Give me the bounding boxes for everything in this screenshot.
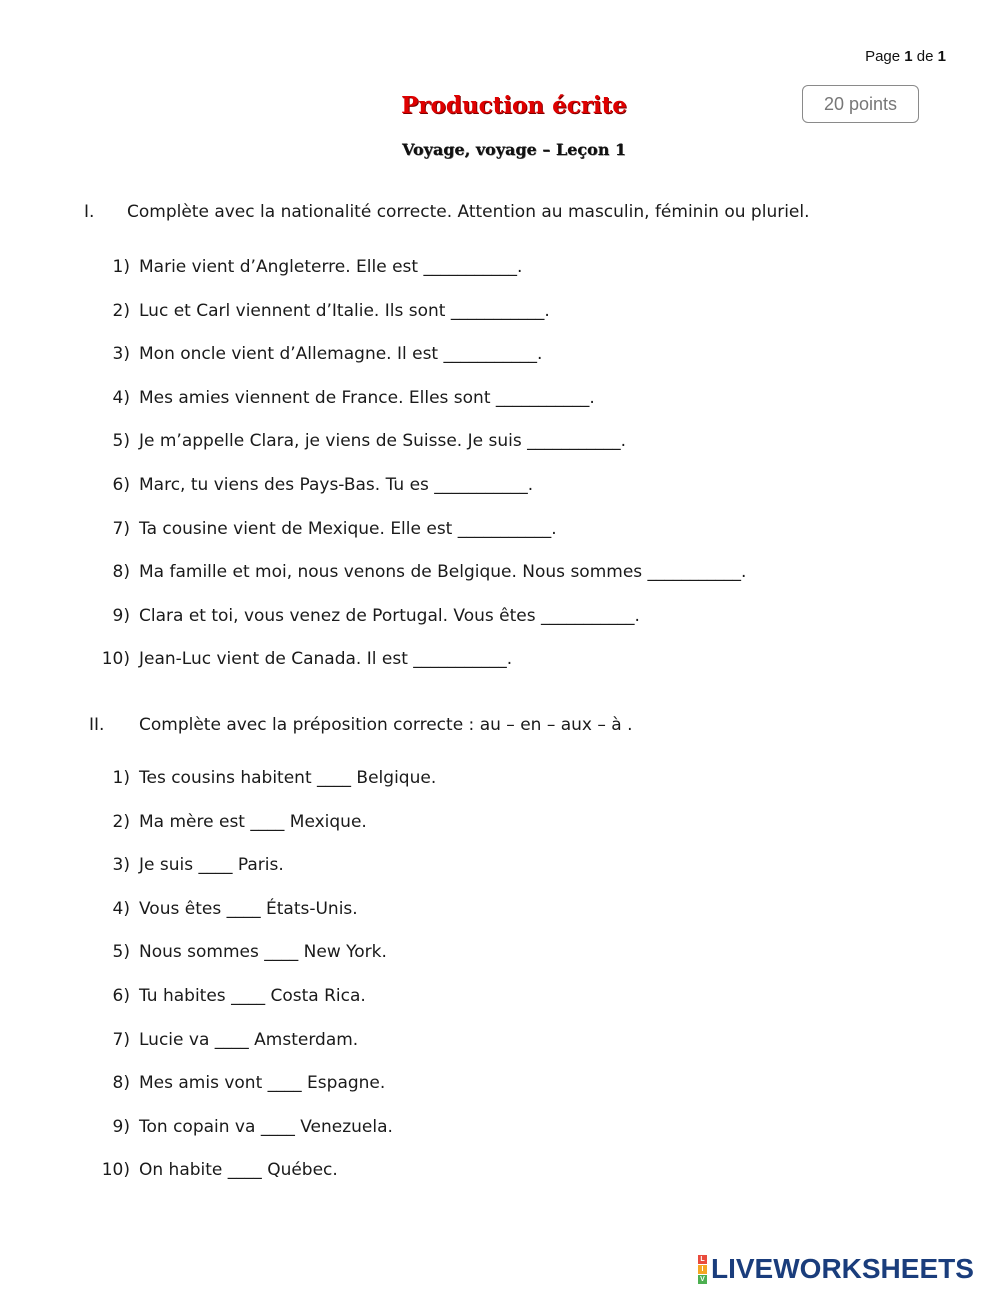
- question-text: Mes amies viennent de France. Elles sont ___________.: [139, 387, 595, 408]
- question-text: Jean-Luc vient de Canada. Il est ___________.: [139, 649, 513, 670]
- question-item: [0, 519, 1000, 543]
- question-item: [0, 942, 1000, 966]
- section-2-instruction: Complète avec la préposition correcte : au – en – aux – à .: [139, 715, 633, 735]
- question-number: 8): [112, 1073, 130, 1094]
- question-number: 2): [112, 811, 130, 832]
- liveworksheets-logo: [698, 1254, 974, 1284]
- question-number: 10): [101, 1160, 130, 1181]
- question-text: Je m’appelle Clara, je viens de Suisse. Je suis ___________.: [139, 431, 627, 452]
- question-number: 4): [112, 387, 130, 408]
- question-number: 1): [112, 768, 130, 788]
- question-text: Lucie va ____ Amsterdam.: [139, 1029, 359, 1050]
- question-text: Clara et toi, vous venez de Portugal. Vous êtes ___________.: [139, 605, 640, 626]
- question-item: [0, 562, 1000, 586]
- question-number: 9): [112, 1116, 130, 1137]
- page-title: Production écrite: [401, 92, 627, 119]
- question-text: Ta cousine vient de Mexique. Elle est ___________.: [139, 518, 557, 539]
- question-item: [0, 649, 1000, 673]
- section-2-roman: II.: [89, 715, 105, 735]
- question-text: Nous sommes ____ New York.: [139, 942, 387, 963]
- question-number: 9): [112, 605, 130, 626]
- logo-letter: L: [698, 1255, 707, 1264]
- question-item: [0, 812, 1000, 836]
- section-1-instruction: Complète avec la nationalité correcte. Attention au masculin, féminin ou pluriel.: [127, 202, 810, 222]
- question-text: Ton copain va ____ Venezuela.: [139, 1116, 393, 1137]
- question-number: 7): [112, 1029, 130, 1050]
- question-item: [0, 1073, 1000, 1097]
- question-item: [0, 855, 1000, 879]
- question-item: [0, 475, 1000, 499]
- question-text: Marie vient d’Angleterre. Elle est ___________.: [139, 257, 523, 277]
- logo-letter: V: [698, 1275, 707, 1284]
- question-item: [0, 301, 1000, 325]
- question-text: Ma famille et moi, nous venons de Belgique. Nous sommes ___________.: [139, 562, 747, 583]
- logo-letter: I: [698, 1265, 707, 1274]
- question-item: [0, 1117, 1000, 1141]
- question-text: Marc, tu viens des Pays-Bas. Tu es ___________.: [139, 475, 534, 495]
- logo-text: LIVEWORKSHEETS: [711, 1253, 974, 1284]
- question-item: [0, 986, 1000, 1010]
- page-prefix: Page: [865, 48, 905, 65]
- page-current: 1: [904, 48, 913, 65]
- question-item: [0, 431, 1000, 455]
- question-number: 10): [101, 649, 130, 670]
- question-number: 8): [112, 562, 130, 583]
- section-1-roman: I.: [84, 202, 95, 222]
- question-number: 5): [112, 431, 130, 452]
- question-number: 2): [112, 300, 130, 321]
- question-text: Tes cousins habitent ____ Belgique.: [139, 768, 437, 788]
- question-text: On habite ____ Québec.: [139, 1160, 338, 1181]
- question-item: [0, 257, 1000, 281]
- question-number: 5): [112, 942, 130, 963]
- page-middle: de: [912, 48, 938, 65]
- points-badge: 20 points: [802, 85, 919, 123]
- question-number: 6): [112, 475, 130, 495]
- question-item: [0, 1160, 1000, 1184]
- question-text: Mes amis vont ____ Espagne.: [139, 1073, 386, 1094]
- question-item: [0, 899, 1000, 923]
- question-item: [0, 1030, 1000, 1054]
- page-total: 1: [937, 48, 946, 65]
- page-indicator: [865, 48, 946, 65]
- question-number: 4): [112, 898, 130, 919]
- question-item: [0, 606, 1000, 630]
- question-text: Tu habites ____ Costa Rica.: [139, 986, 366, 1006]
- question-number: 3): [112, 344, 130, 365]
- question-item: [0, 388, 1000, 412]
- question-item: [0, 768, 1000, 792]
- question-number: 1): [112, 257, 130, 277]
- question-text: Luc et Carl viennent d’Italie. Ils sont ___________.: [139, 300, 550, 321]
- question-number: 6): [112, 986, 130, 1006]
- question-text: Ma mère est ____ Mexique.: [139, 811, 367, 832]
- question-number: 3): [112, 855, 130, 876]
- logo-mark-icon: [698, 1255, 707, 1284]
- question-text: Vous êtes ____ États-Unis.: [139, 898, 358, 919]
- question-text: Mon oncle vient d’Allemagne. Il est ___________.: [139, 344, 543, 365]
- question-item: [0, 344, 1000, 368]
- question-text: Je suis ____ Paris.: [139, 855, 284, 876]
- page-subtitle: Voyage, voyage – Leçon 1: [401, 140, 627, 159]
- question-number: 7): [112, 518, 130, 539]
